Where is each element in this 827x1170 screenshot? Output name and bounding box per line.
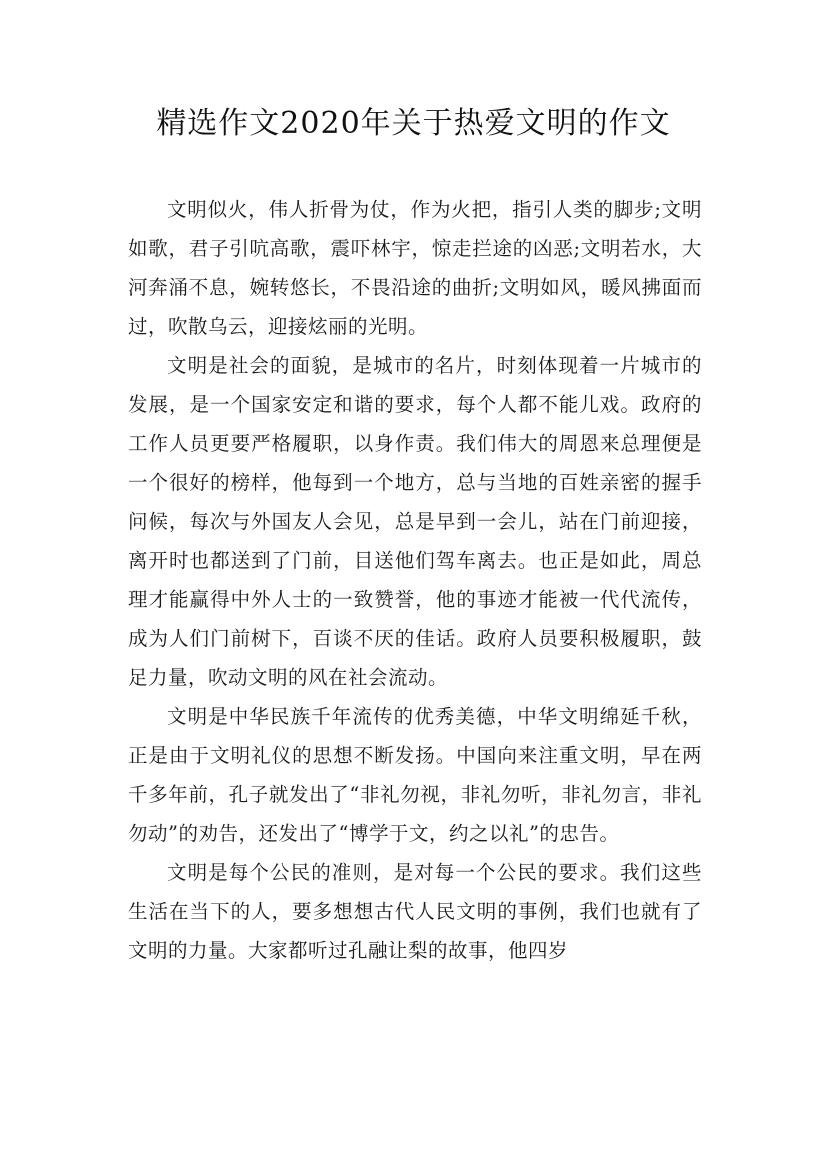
document-title: 精选作文2020年关于热爱文明的作文 — [156, 106, 671, 141]
paragraph-2: 文明是社会的面貌，是城市的名片，时刻体现着一片城市的发展，是一个国家安定和谐的要求，每个人都不能儿戏。政府的工作人员更要严格履职，以身作责。我们伟大的周恩来总理便是一个很好的榜样，他每到一个地方，总与当地的百姓亲密的握手问候，每次与外国友人会见，总是早到一会儿，站在门前迎接，离开时也都送到了门前，目送他们驾车离去。也正是如此，周总理才能赢得中外人士的一致赞誉，他的事迹才能被一代代流传，成为人们门前树下，百谈不厌的佳话。政府人员要积极履职，鼓足力量，吹动文明的风在社会流动。 — [128, 354, 702, 689]
document-body — [128, 190, 702, 970]
paragraph-4: 文明是每个公民的准则，是对每一个公民的要求。我们这些生活在当下的人，要多想想古代人民文明的事例，我们也就有了文明的力量。大家都听过孔融让梨的故事，他四岁 — [128, 861, 702, 962]
paragraph-1: 文明似火，伟人折骨为仗，作为火把，指引人类的脚步;文明如歌，君子引吭高歌，震吓林宇，惊走拦途的凶恶;文明若水，大河奔涌不息，婉转悠长，不畏沿途的曲折;文明如风，暖风拂面而过，吹散乌云，迎接炫丽的光明。 — [128, 198, 702, 338]
paragraph-3: 文明是中华民族千年流传的优秀美德，中华文明绵延千秋，正是由于文明礼仪的思想不断发扬。中国向来注重文明，早在两千多年前，孔子就发出了“非礼勿视，非礼勿听，非礼勿言，非礼勿动”的劝告，还发出了“博学于文，约之以礼”的忠告。 — [128, 705, 702, 845]
